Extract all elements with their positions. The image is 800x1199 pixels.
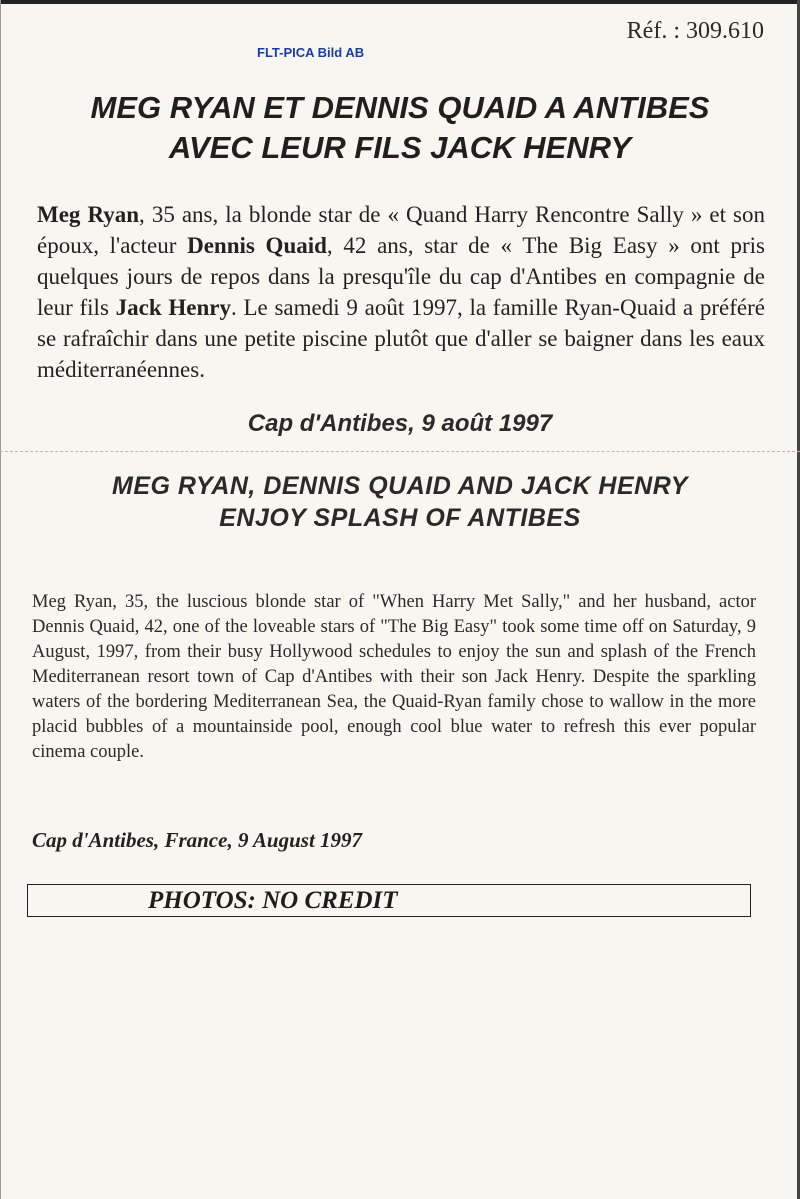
english-headline-line2: ENJOY SPLASH OF ANTIBES <box>219 504 581 532</box>
french-headline <box>0 88 800 168</box>
paper-fold-line <box>0 451 800 452</box>
scan-left-edge <box>0 0 1 1199</box>
french-caption-text3: . Le samedi 9 août 1997, la famille Ryan-Quaid a préféré se rafraîchir dans une petite piscine plutôt que d'aller se baigner dans les eaux méditerranéennes. <box>37 295 765 382</box>
french-headline-line2: AVEC LEUR FILS JACK HENRY <box>168 130 632 165</box>
scan-top-edge <box>0 0 800 4</box>
english-headline <box>0 470 800 534</box>
name-jack-henry: Jack Henry <box>115 295 231 320</box>
agency-stamp: FLT-PICA Bild AB <box>257 45 365 60</box>
french-caption-text1: , 35 ans, la blonde star de « Quand Harry Rencontre Sally » et son époux, l'acteur <box>37 202 765 258</box>
name-dennis-quaid: Dennis Quaid <box>187 233 327 258</box>
french-caption-text2: , 42 ans, star de « The Big Easy » ont pris quelques jours de repos dans la presqu'île du cap d'Antibes en compagnie de leur fils <box>37 233 766 320</box>
english-caption: Meg Ryan, 35, the luscious blonde star of "When Harry Met Sally," and her husband, actor Dennis Quaid, 42, one of the loveable stars of "The Big Easy" took some time off on Saturday, 9 August, 1997, from their busy Hollywood schedules to enjoy the sun and splash of the French Mediterranean resort town of Cap d'Antibes with their son Jack Henry. Despite the sparkling waters of the bordering Mediterranean Sea, the Quaid-Ryan family chose to wallow in the more placid bubbles of a mountainside pool, enough cool blue water to refresh this ever popular cinema couple. <box>32 592 756 762</box>
english-headline-line1: MEG RYAN, DENNIS QUAID AND JACK HENRY <box>112 472 688 500</box>
photo-credit-box <box>27 884 751 917</box>
name-meg-ryan: Meg Ryan <box>37 202 140 227</box>
english-dateline: Cap d'Antibes, France, 9 August 1997 <box>32 828 363 852</box>
french-caption <box>37 199 765 385</box>
reference-number: Réf. : 309.610 <box>626 18 764 44</box>
photo-credit: PHOTOS: NO CREDIT <box>148 887 398 914</box>
french-headline-line1: MEG RYAN ET DENNIS QUAID A ANTIBES <box>90 90 710 125</box>
french-dateline: Cap d'Antibes, 9 août 1997 <box>247 410 553 437</box>
